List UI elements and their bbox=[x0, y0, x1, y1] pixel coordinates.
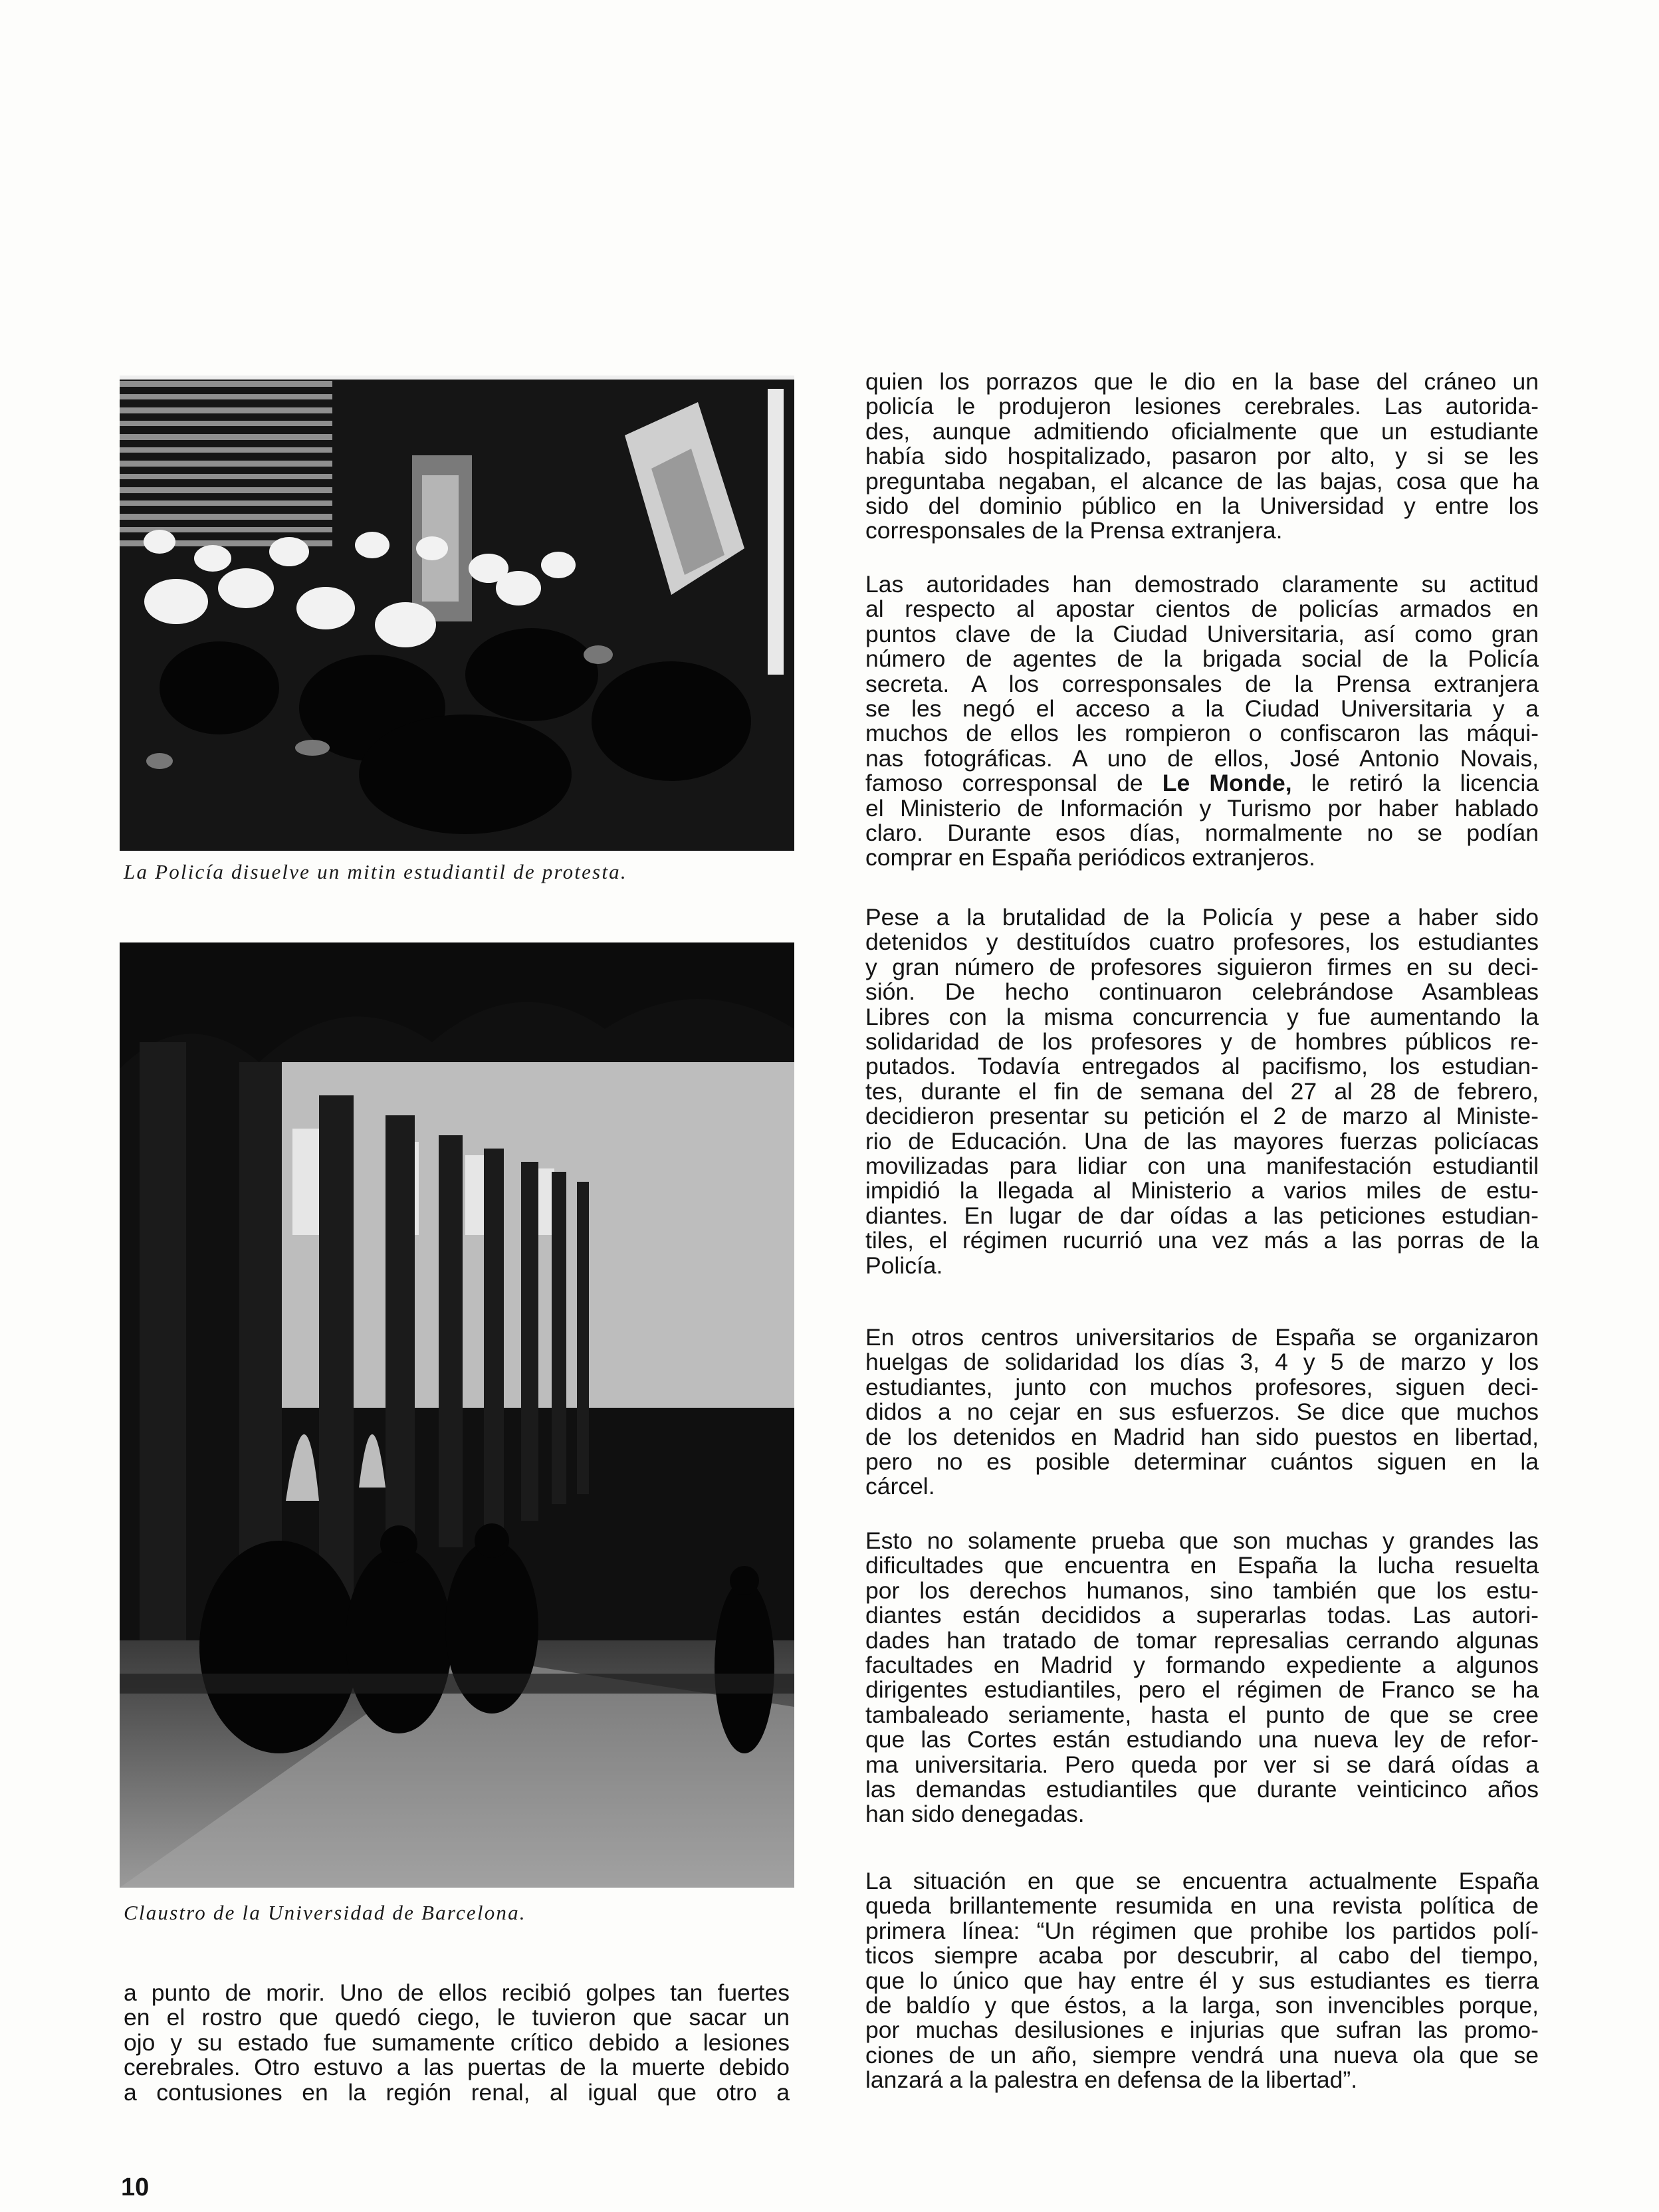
text-line: las demandas estudiantiles que durante veinticinco años bbox=[865, 1776, 1539, 1803]
text-line: al respecto al apostar cientos de policías armados en bbox=[865, 596, 1539, 623]
text-line: Libres con la misma concurrencia y fue aumentando la bbox=[865, 1003, 1539, 1030]
text-line: y gran número de profesores siguieron firmes en su deci- bbox=[865, 953, 1539, 980]
photo-university-cloister bbox=[120, 942, 794, 1888]
right-column-paragraph-4 bbox=[865, 1325, 1539, 1499]
text-line: queda brillantemente resumida en una revista política de bbox=[865, 1892, 1539, 1920]
text-line: primera línea: “Un régimen que prohibe los partidos polí- bbox=[865, 1917, 1539, 1944]
right-column-paragraph-5 bbox=[865, 1529, 1539, 1827]
photo-caption: Claustro de la Universidad de Barcelona. bbox=[124, 1901, 526, 1924]
text-line: facultades en Madrid y formando expediente a algunos bbox=[865, 1652, 1539, 1679]
text-line: de baldío y que éstos, a la larga, son invencibles porque, bbox=[865, 1992, 1539, 2019]
text-line: En otros centros universitarios de España se organizaron bbox=[865, 1324, 1539, 1351]
newspaper-name-le-monde: Le Monde, bbox=[1162, 770, 1292, 797]
text-line: por muchas desilusiones e injurias que sufran las promo- bbox=[865, 2017, 1539, 2044]
photo-police-dispersing-rally bbox=[120, 376, 794, 851]
text-line: cárcel. bbox=[865, 1473, 935, 1500]
text-line: tiles, el régimen rucurrió una vez más a las porras de la bbox=[865, 1227, 1539, 1254]
text-line: que lo único que hay entre él y sus estudiantes es tierra bbox=[865, 1967, 1539, 1994]
text-line: rio de Educación. Una de las mayores fuerzas policíacas bbox=[865, 1127, 1539, 1155]
text-line: ma universitaria. Pero queda por ver si se dará oídas a bbox=[865, 1751, 1539, 1778]
text-line: putados. Todavía entregados al pacifismo, los estudian- bbox=[865, 1053, 1539, 1080]
right-column-paragraph-1 bbox=[865, 370, 1539, 544]
text-line: tes, durante el fin de semana del 27 al 28 de febrero, bbox=[865, 1077, 1539, 1105]
text-line: han sido denegadas. bbox=[865, 1801, 1085, 1828]
text-line: preguntaba negaban, el alcance de las bajas, cosa que ha bbox=[865, 467, 1539, 495]
text-line: detenidos y destituídos cuatro profesores, los estudiantes bbox=[865, 929, 1539, 956]
text-line: policía le produjeron lesiones cerebrales. Las autorida- bbox=[865, 393, 1539, 420]
right-column-paragraph-2 bbox=[865, 572, 1539, 871]
text-line: La situación en que se encuentra actualmente España bbox=[865, 1868, 1539, 1894]
text-line-with-bold bbox=[865, 771, 1539, 796]
text-line: huelgas de solidaridad los días 3, 4 y 5 de marzo y los bbox=[865, 1349, 1539, 1376]
text-fragment: famoso corresponsal de bbox=[865, 770, 1162, 797]
text-line: dirigentes estudiantiles, pero el régimen de Franco se ha bbox=[865, 1676, 1539, 1704]
text-line: secreta. A los corresponsales de la Prensa extranjera bbox=[865, 670, 1539, 697]
text-line: estudiantes, junto con muchos profesores, siguen deci- bbox=[865, 1373, 1539, 1400]
text-line: tambaleado seriamente, hasta el punto de que se cree bbox=[865, 1701, 1539, 1728]
text-line: Pese a la brutalidad de la Policía y pese a haber sido bbox=[865, 904, 1539, 931]
text-line: había sido hospitalizado, pasaron por alto, y si se les bbox=[865, 443, 1539, 470]
text-line: comprar en España periódicos extranjeros. bbox=[865, 844, 1315, 871]
photo-caption: La Policía disuelve un mitin estudiantil de protesta. bbox=[124, 860, 627, 883]
text-line: puntos clave de la Ciudad Universitaria, así como gran bbox=[865, 620, 1539, 647]
text-line: didos a no cejar en sus esfuerzos. Se dice que muchos bbox=[865, 1398, 1539, 1426]
text-line: se les negó el acceso a la Ciudad Universitaria y a bbox=[865, 695, 1539, 722]
text-line: pero no es posible determinar cuántos siguen en la bbox=[865, 1448, 1539, 1476]
text-fragment: le retiró la licencia bbox=[1291, 770, 1539, 797]
text-line: de los detenidos en Madrid han sido puestos en libertad, bbox=[865, 1423, 1539, 1450]
text-line: muchos de ellos les rompieron o confiscaron las máqui- bbox=[865, 720, 1539, 747]
text-line: lanzará a la palestra en defensa de la libertad”. bbox=[865, 2066, 1358, 2094]
text-line: ticos siempre acaba por descubrir, al cabo del tiempo, bbox=[865, 1942, 1539, 1969]
text-line: decidieron presentar su petición el 2 de marzo al Ministe- bbox=[865, 1103, 1539, 1130]
text-line: dades han tratado de tomar represalias cerrando algunas bbox=[865, 1626, 1539, 1654]
text-line: quien los porrazos que le dio en la base del cráneo un bbox=[865, 368, 1539, 395]
text-line: Las autoridades han demostrado claramente su actitud bbox=[865, 571, 1539, 598]
text-line: en el rostro que quedó ciego, le tuvieron que sacar un bbox=[124, 2004, 790, 2031]
text-line: cerebrales. Otro estuvo a las puertas de la muerte debido bbox=[124, 2054, 790, 2081]
right-column-paragraph-3 bbox=[865, 905, 1539, 1278]
text-line: diantes están decididos a superarlas todas. Las autori- bbox=[865, 1602, 1539, 1629]
text-line: sido del dominio público en la Universidad y entre los bbox=[865, 493, 1539, 520]
text-line: corresponsales de la Prensa extranjera. bbox=[865, 517, 1283, 544]
photo-police-rally-image bbox=[120, 376, 794, 851]
text-line: solidaridad de los profesores y de hombres públicos re- bbox=[865, 1028, 1539, 1055]
left-column-paragraph bbox=[124, 1981, 790, 2105]
text-line: claro. Durante esos días, normalmente no se podían bbox=[865, 820, 1539, 847]
text-line: a punto de morir. Uno de ellos recibió golpes tan fuertes bbox=[124, 1979, 790, 2006]
text-line: impidió la llegada al Ministerio a varios miles de estu- bbox=[865, 1177, 1539, 1204]
text-line: número de agentes de la brigada social de la Policía bbox=[865, 645, 1539, 673]
text-line: ciones de un año, siempre vendrá una nueva ola que se bbox=[865, 2041, 1539, 2068]
text-line: dificultades que encuentra en España la lucha resuelta bbox=[865, 1552, 1539, 1579]
photo-cloister-image bbox=[120, 942, 794, 1888]
text-line: des, aunque admitiendo oficialmente que un estudiante bbox=[865, 417, 1539, 445]
text-line: el Ministerio de Información y Turismo por haber hablado bbox=[865, 794, 1539, 822]
text-line: que las Cortes están estudiando una nueva ley de refor- bbox=[865, 1726, 1539, 1753]
text-line: por los derechos humanos, sino también que los estu- bbox=[865, 1577, 1539, 1604]
page-number: 10 bbox=[121, 2173, 150, 2201]
text-line: sión. De hecho continuaron celebrándose Asambleas bbox=[865, 978, 1539, 1006]
text-line: Policía. bbox=[865, 1252, 943, 1279]
text-line: diantes. En lugar de dar oídas a las peticiones estudian- bbox=[865, 1202, 1539, 1229]
text-line: a contusiones en la región renal, al igual que otro a bbox=[124, 2078, 790, 2106]
text-line: nas fotográficas. A uno de ellos, José Antonio Novais, bbox=[865, 744, 1539, 772]
right-column-paragraph-6 bbox=[865, 1869, 1539, 2093]
text-line: Esto no solamente prueba que son muchas y grandes las bbox=[865, 1527, 1539, 1554]
text-line: movilizadas para lidiar con una manifestación estudiantil bbox=[865, 1153, 1539, 1180]
text-line: ojo y su estado fue sumamente crítico debido a lesiones bbox=[124, 2029, 790, 2056]
